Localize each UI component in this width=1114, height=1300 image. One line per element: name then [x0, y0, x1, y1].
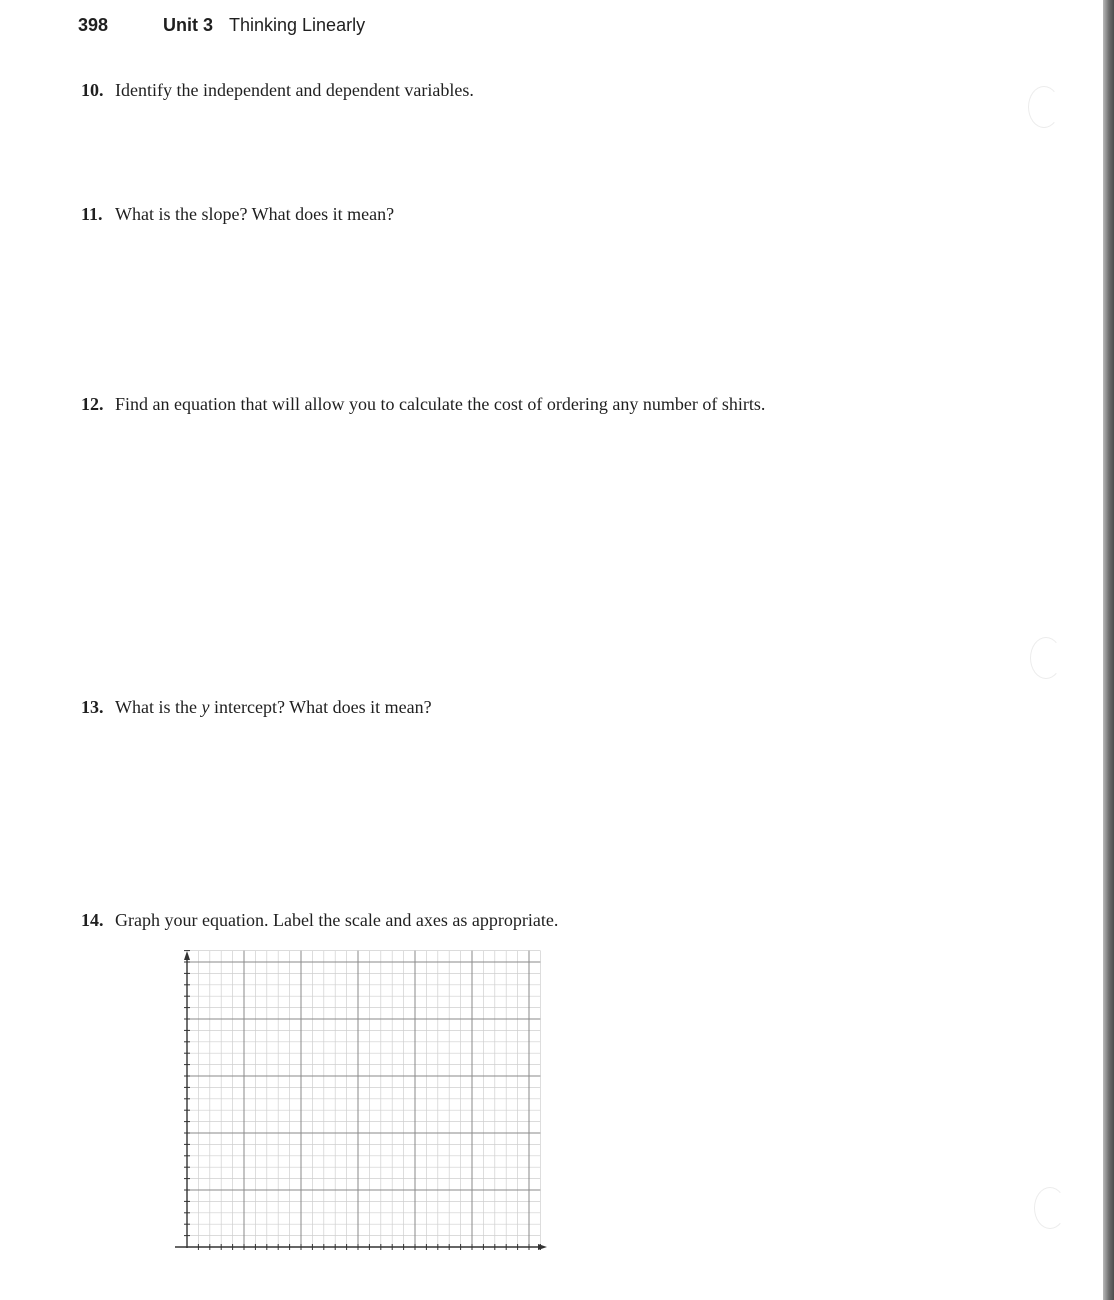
question-text-after: intercept? What does it mean? [209, 697, 432, 717]
unit-label: Unit 3 [163, 15, 214, 35]
binder-hole [1034, 1187, 1066, 1229]
question-variable: y [201, 697, 210, 717]
axis-ticks [184, 951, 540, 1250]
question-10 [81, 80, 474, 101]
question-11 [81, 204, 394, 225]
question-text-before: What is the [115, 697, 202, 717]
page-edge-shadow [1103, 0, 1114, 1300]
question-14 [81, 910, 558, 931]
question-text: Identify the independent and dependent variables. [115, 80, 474, 100]
binder-hole [1030, 637, 1062, 679]
grid-minor-lines [187, 951, 540, 1247]
question-13 [81, 697, 432, 718]
question-number: 10. [81, 80, 104, 100]
graph-paper [170, 948, 555, 1263]
question-number: 12. [81, 394, 104, 414]
question-text: Find an equation that will allow you to calculate the cost of ordering any number of shirts. [115, 394, 766, 414]
binder-hole [1028, 86, 1060, 128]
page-number: 398 [78, 15, 109, 35]
question-number: 14. [81, 910, 104, 930]
x-axis-arrow [538, 1244, 547, 1250]
question-number: 13. [81, 697, 104, 717]
question-12 [81, 394, 765, 415]
question-text: Graph your equation. Label the scale and axes as appropriate. [115, 910, 559, 930]
y-axis-arrow [184, 951, 190, 960]
question-number: 11. [81, 204, 103, 224]
question-text: What is the slope? What does it mean? [115, 204, 395, 224]
unit-title: Thinking Linearly [229, 15, 366, 35]
